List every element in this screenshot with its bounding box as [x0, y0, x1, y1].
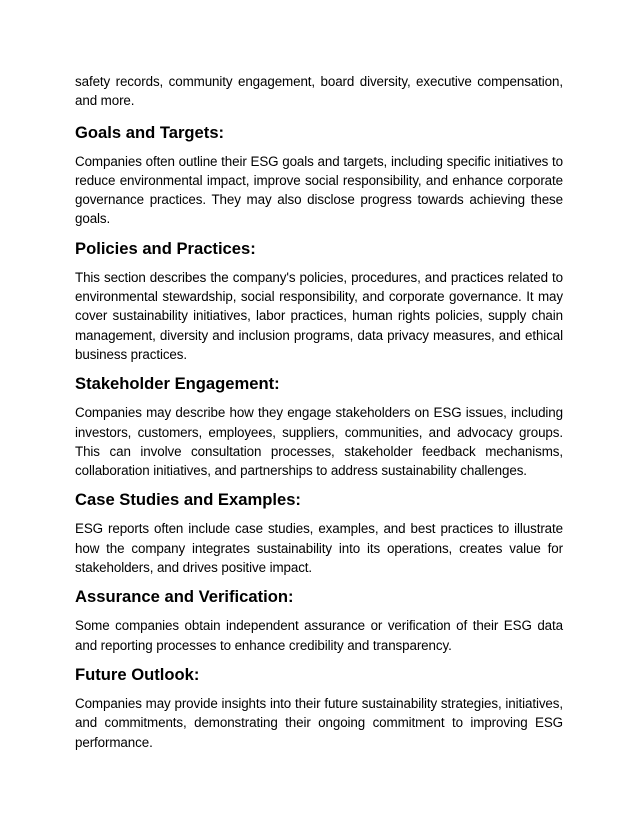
section-goals-and-targets [75, 123, 563, 229]
section-stakeholder-engagement [75, 374, 563, 480]
section-future-outlook [75, 665, 563, 752]
intro-paragraph: safety records, community engagement, board diversity, executive compensation, and more. [75, 74, 563, 109]
section-body: This section describes the company's policies, procedures, and practices related to environmental stewardship, social responsibility, and corporate governance. It may cover sustainability initiatives, labor practices, human rights policies, supply chain management, diversity and inclusion programs, data privacy measures, and ethical business practices. [75, 269, 563, 362]
section-heading: Stakeholder Engagement: [75, 374, 280, 394]
section-body: ESG reports often include case studies, examples, and best practices to illustrate how the company integrates sustainability into its operations, creates value for stakeholders, and drives positive impact. [75, 521, 563, 576]
section-heading: Goals and Targets: [75, 122, 225, 142]
section-case-studies [75, 490, 563, 577]
section-heading: Case Studies and Examples: [75, 490, 301, 510]
section-body: Some companies obtain independent assurance or verification of their ESG data and reporting processes to enhance credibility and transparency. [75, 618, 563, 653]
section-policies-and-practices [75, 239, 563, 364]
section-assurance-and-verification [75, 587, 563, 655]
section-body: Companies often outline their ESG goals and targets, including specific initiatives to reduce environmental impact, improve social responsibility, and enhance corporate governance practices. They may also disclose progress towards achieving these goals. [75, 153, 563, 227]
document-content [75, 72, 563, 752]
section-body: Companies may provide insights into their future sustainability strategies, initiatives, and commitments, demonstrating their ongoing commitment to improving ESG performance. [75, 695, 563, 750]
section-heading: Policies and Practices: [75, 238, 256, 258]
section-body: Companies may describe how they engage stakeholders on ESG issues, including investors, customers, employees, suppliers, communities, and advocacy groups. This can involve consultation processes, stakeholder feedback mechanisms, collaboration initiatives, and partnerships to address sustainability challenges. [75, 405, 563, 479]
section-list [75, 123, 563, 752]
section-heading: Future Outlook: [75, 664, 200, 684]
section-heading: Assurance and Verification: [75, 587, 294, 607]
